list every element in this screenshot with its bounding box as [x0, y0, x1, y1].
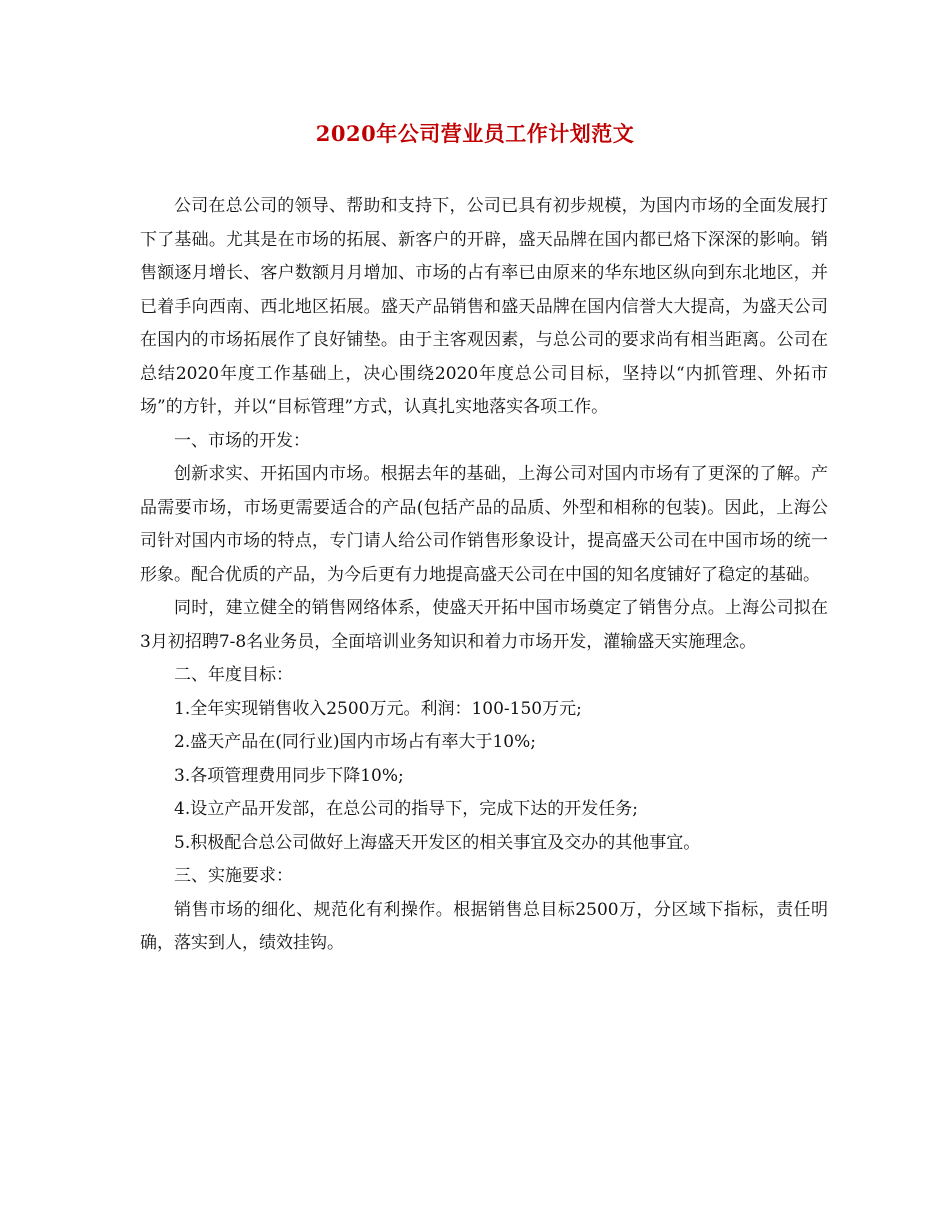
paragraph-intro: 公司在总公司的领导、帮助和支持下，公司已具有初步规模，为国内市场的全面发展打下了基础。尤其是在市场的拓展、新客户的开辟，盛天品牌在国内都已烙下深深的影响。销售额逐月增长、客户数额月月增加、市场的占有率已由原来的华东地区纵向到东北地区，并已着手向西南、西北地区拓展。盛天产品销售和盛天品牌在国内信誉大大提高，为盛天公司在国内的市场拓展作了良好铺垫。由于主客观因素，与总公司的要求尚有相当距离。公司在总结2020年度工作基础上，决心围绕2020年度总公司目标，坚持以“内抓管理、外拓市场”的方针，并以“目标管理”方式，认真扎实地落实各项工作。	[140, 196, 828, 417]
heading-implementation: 三、实施要求：	[174, 866, 293, 886]
goal-item-4: 4.设立产品开发部，在总公司的指导下，完成下达的开发任务;	[174, 799, 638, 819]
goal-item-5: 5.积极配合总公司做好上海盛天开发区的相关事宜及交办的其他事宜。	[174, 832, 701, 853]
paragraph-sales-network: 同时，建立健全的销售网络体系，使盛天开拓中国市场奠定了销售分点。上海公司拟在3月初招聘7-8名业务员，全面培训业务知识和着力市场开发，灌输盛天实施理念。	[140, 598, 828, 652]
paragraph-implementation: 销售市场的细化、规范化有利操作。根据销售总目标2500万，分区域下指标，责任明确，落实到人，绩效挂钩。	[140, 899, 828, 953]
goal-item-3: 3.各项管理费用同步下降10%;	[174, 765, 404, 786]
document-body	[140, 190, 828, 961]
heading-annual-goals: 二、年度目标：	[174, 665, 293, 685]
goal-item-2: 2.盛天产品在(同行业)国内市场占有率大于10%;	[174, 732, 536, 752]
heading-market-development: 一、市场的开发：	[174, 430, 310, 451]
paragraph-market-innovation: 创新求实、开拓国内市场。根据去年的基础，上海公司对国内市场有了更深的了解。产品需要市场，市场更需要适合的产品(包括产品的品质、外型和相称的包装)。因此，上海公司针对国内市场的特点，专门请人给公司作销售形象设计，提高盛天公司在中国市场的统一形象。配合优质的产品，为今后更有力地提高盛天公司在中国的知名度铺好了稳定的基础。	[140, 464, 828, 585]
goal-item-1: 1.全年实现销售收入2500万元。利润：100-150万元;	[174, 698, 582, 719]
document-title: 2020年公司营业员工作计划范文	[315, 121, 635, 146]
